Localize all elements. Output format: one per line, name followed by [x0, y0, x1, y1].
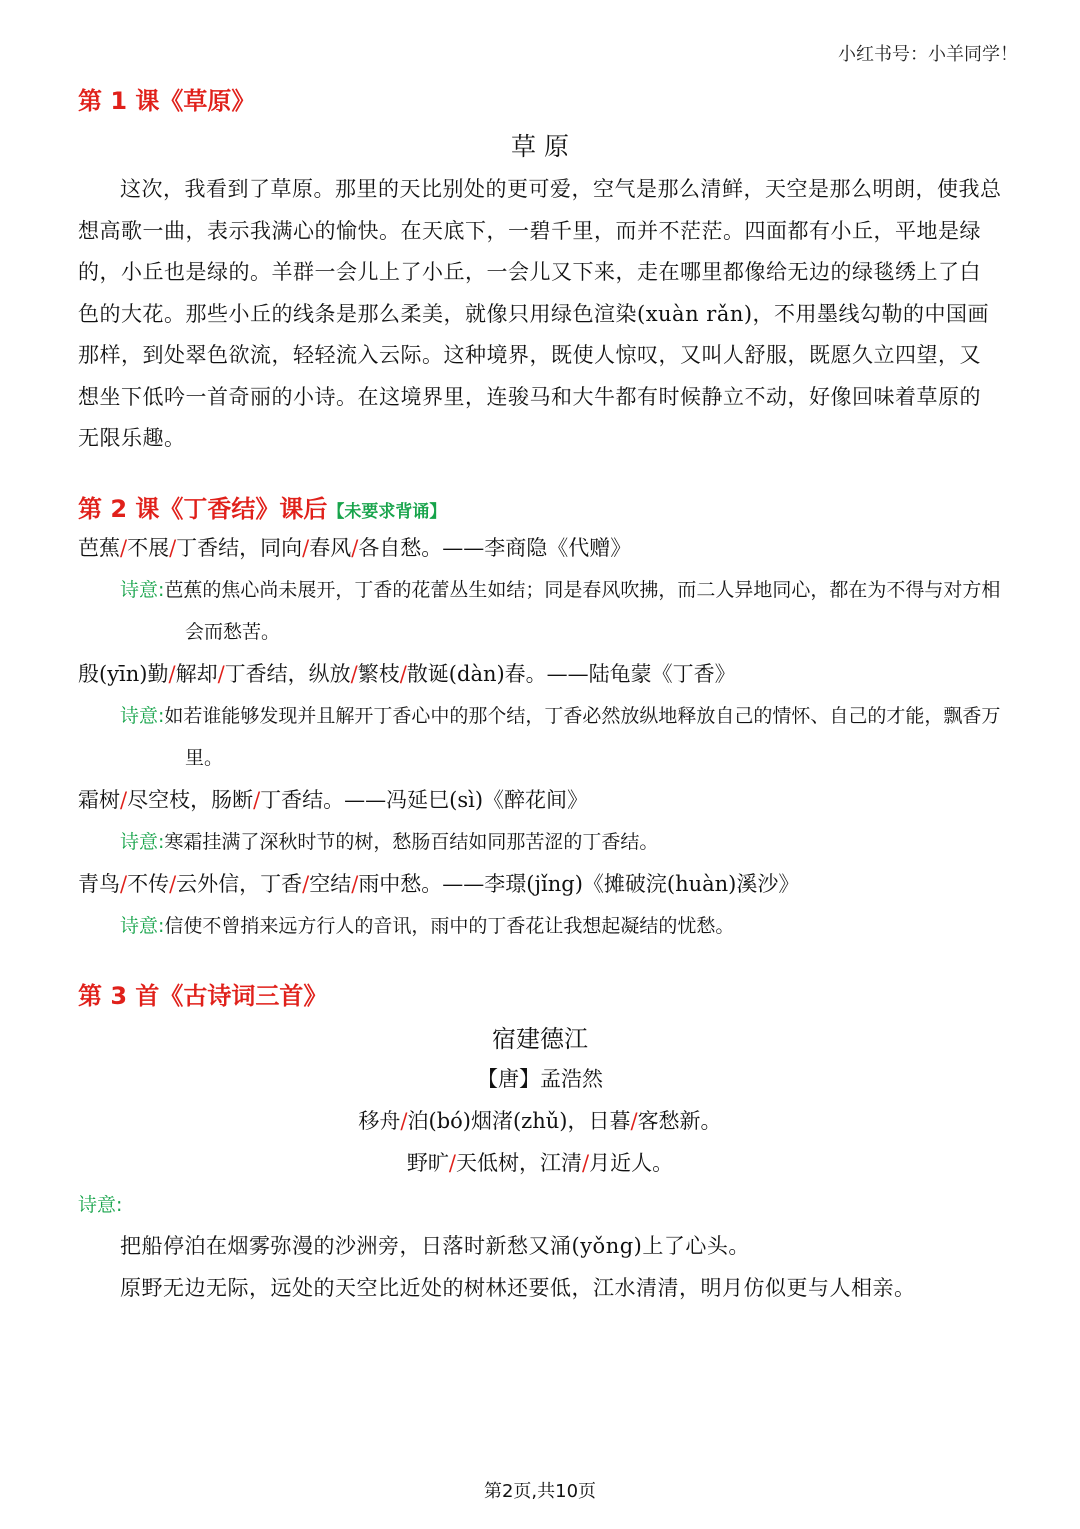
pause-separator: / — [169, 871, 177, 896]
meaning-text: 信使不曾捎来远方行人的音讯，雨中的丁香花让我想起凝结的忧愁。 — [164, 914, 735, 937]
pause-separator: / — [302, 535, 310, 560]
pause-separator: / — [351, 535, 359, 560]
lesson-3-meaning-1: 把船停泊在烟雾弥漫的沙洲旁，日落时新愁又涌(yǒng)上了心头。 — [120, 1234, 750, 1259]
poem-line-segment: 各自愁。——李商隐《代赠》 — [358, 535, 632, 560]
poem-meaning — [120, 821, 1002, 863]
verse-segment: 野旷 — [406, 1151, 449, 1176]
verse-line — [78, 1142, 1002, 1184]
verse-segment: 移舟 — [358, 1109, 401, 1134]
pause-separator: / — [448, 1151, 456, 1176]
watermark: 小红书号：小羊同学！ — [838, 44, 1018, 65]
poem-meaning — [120, 905, 1002, 947]
verse-segment: 月近人。 — [589, 1151, 674, 1176]
verse-segment: 客愁新。 — [637, 1109, 722, 1134]
pause-separator: / — [351, 871, 359, 896]
poem-line-segment: 解却 — [175, 661, 218, 686]
meaning-label: 诗意: — [120, 914, 165, 937]
poem-line-segment: 青鸟 — [78, 871, 120, 896]
meaning-text: 寒霜挂满了深秋时节的树，愁肠百结如同那苦涩的丁香结。 — [164, 830, 659, 853]
poem-line-segment: 芭蕉 — [78, 535, 120, 560]
poem-line — [78, 653, 1002, 695]
poem-line-segment: 散诞(dàn)春。——陆龟蒙《丁香》 — [406, 661, 736, 686]
pause-separator: / — [168, 661, 176, 686]
pause-separator: / — [630, 1109, 638, 1134]
verse-segment: 泊(bó)烟渚(zhǔ)，日暮 — [407, 1109, 631, 1134]
pause-separator: / — [120, 871, 128, 896]
pause-separator: / — [399, 661, 407, 686]
poem-meaning — [120, 569, 1002, 653]
page-footer: 第2页,共10页 — [483, 1481, 597, 1502]
lesson-2-tag: 【未要求背诵】 — [327, 501, 447, 522]
pause-separator: / — [582, 1151, 590, 1176]
lesson-1-heading: 第 1 课《草原》 — [78, 87, 256, 115]
poem-title: 宿建德江 — [492, 1025, 588, 1054]
lesson-2-heading-text: 第 2 课《丁香结》课后 — [78, 494, 328, 523]
lesson-3-meaning-2: 原野无边无际，远处的天空比近处的树林还要低，江水清清，明月仿似更与人相亲。 — [120, 1275, 916, 1300]
pause-separator: / — [350, 661, 358, 686]
poem-line-segment: 不传 — [127, 871, 170, 896]
pause-separator: / — [120, 787, 128, 812]
poem-line-segment: 丁香结，纵放 — [224, 661, 351, 686]
lesson-3-heading: 第 3 首《古诗词三首》 — [78, 981, 328, 1010]
lesson-2-heading — [78, 494, 1002, 525]
meaning-text: 如若谁能够发现并且解开丁香心中的那个结，丁香必然放纵地释放自己的情怀、自己的才能，飘香万里。 — [164, 704, 1001, 769]
verse-segment: 天低树，江清 — [456, 1151, 582, 1176]
lesson-2-poem-list — [78, 527, 1002, 947]
poem-lines — [78, 1100, 1002, 1184]
verse-line — [78, 1100, 1002, 1142]
poem-line-segment: 繁枝 — [357, 661, 400, 686]
poem-line-segment: 丁香结。——冯延巳(sì)《醉花间》 — [260, 787, 589, 812]
meaning-label: 诗意: — [120, 830, 165, 853]
meaning-label: 诗意: — [120, 578, 165, 601]
pause-separator: / — [400, 1109, 408, 1134]
page-content — [78, 86, 1002, 1309]
poem-line-segment: 丁香结，同向 — [176, 535, 303, 560]
lesson-3-meaning-label: 诗意: — [78, 1194, 123, 1217]
poem-line — [78, 863, 1002, 905]
poem-line-segment: 雨中愁。——李璟(jǐng)《摊破浣(huàn)溪沙》 — [358, 871, 800, 896]
pause-separator: / — [302, 871, 310, 896]
poem-author: 【唐】孟浩然 — [477, 1067, 603, 1092]
poem-line-segment: 空结 — [309, 871, 352, 896]
poem-line-segment: 云外信，丁香 — [176, 871, 303, 896]
pause-separator: / — [120, 535, 128, 560]
pause-separator: / — [169, 535, 177, 560]
poem-line — [78, 779, 1002, 821]
poem-line-segment: 春风 — [309, 535, 352, 560]
lesson-1-title: 草 原 — [511, 132, 569, 162]
poem-line-segment: 不展 — [127, 535, 170, 560]
poem-line-segment: 殷(yīn)勤 — [78, 661, 169, 686]
poem-line-segment: 霜树 — [78, 787, 120, 812]
meaning-text: 芭蕉的焦心尚未展开，丁香的花蕾丛生如结；同是春风吹拂，而二人异地同心，都在为不得与对方相会而愁苦。 — [164, 578, 1001, 643]
poem-line — [78, 527, 1002, 569]
lesson-1-paragraph: 这次，我看到了草原。那里的天比别处的更可爱，空气是那么清鲜，天空是那么明朗，使我总想高歌一曲，表示我满心的愉快。在天底下，一碧千里，而并不茫茫。四面都有小丘，平地是绿的，小丘也是绿的。羊群一会儿上了小丘，一会儿又下来，走在哪里都像给无边的绿毯绣上了白色的大花。那些小丘的线条是那么柔美，就像只用绿色渲染(xuàn rǎn)，不用墨线勾勒的中国画那样，到处翠色欲流，轻轻流入云际。这种境界，既使人惊叹，又叫人舒服，既愿久立四望，又想坐下低吟一首奇丽的小诗。在这境界里，连骏马和大牛都有时候静立不动，好像回味着草原的无限乐趣。 — [78, 177, 1002, 451]
pause-separator: / — [217, 661, 225, 686]
pause-separator: / — [253, 787, 261, 812]
meaning-label: 诗意: — [120, 704, 165, 727]
poem-meaning — [120, 695, 1002, 779]
poem-line-segment: 尽空枝，肠断 — [127, 787, 254, 812]
